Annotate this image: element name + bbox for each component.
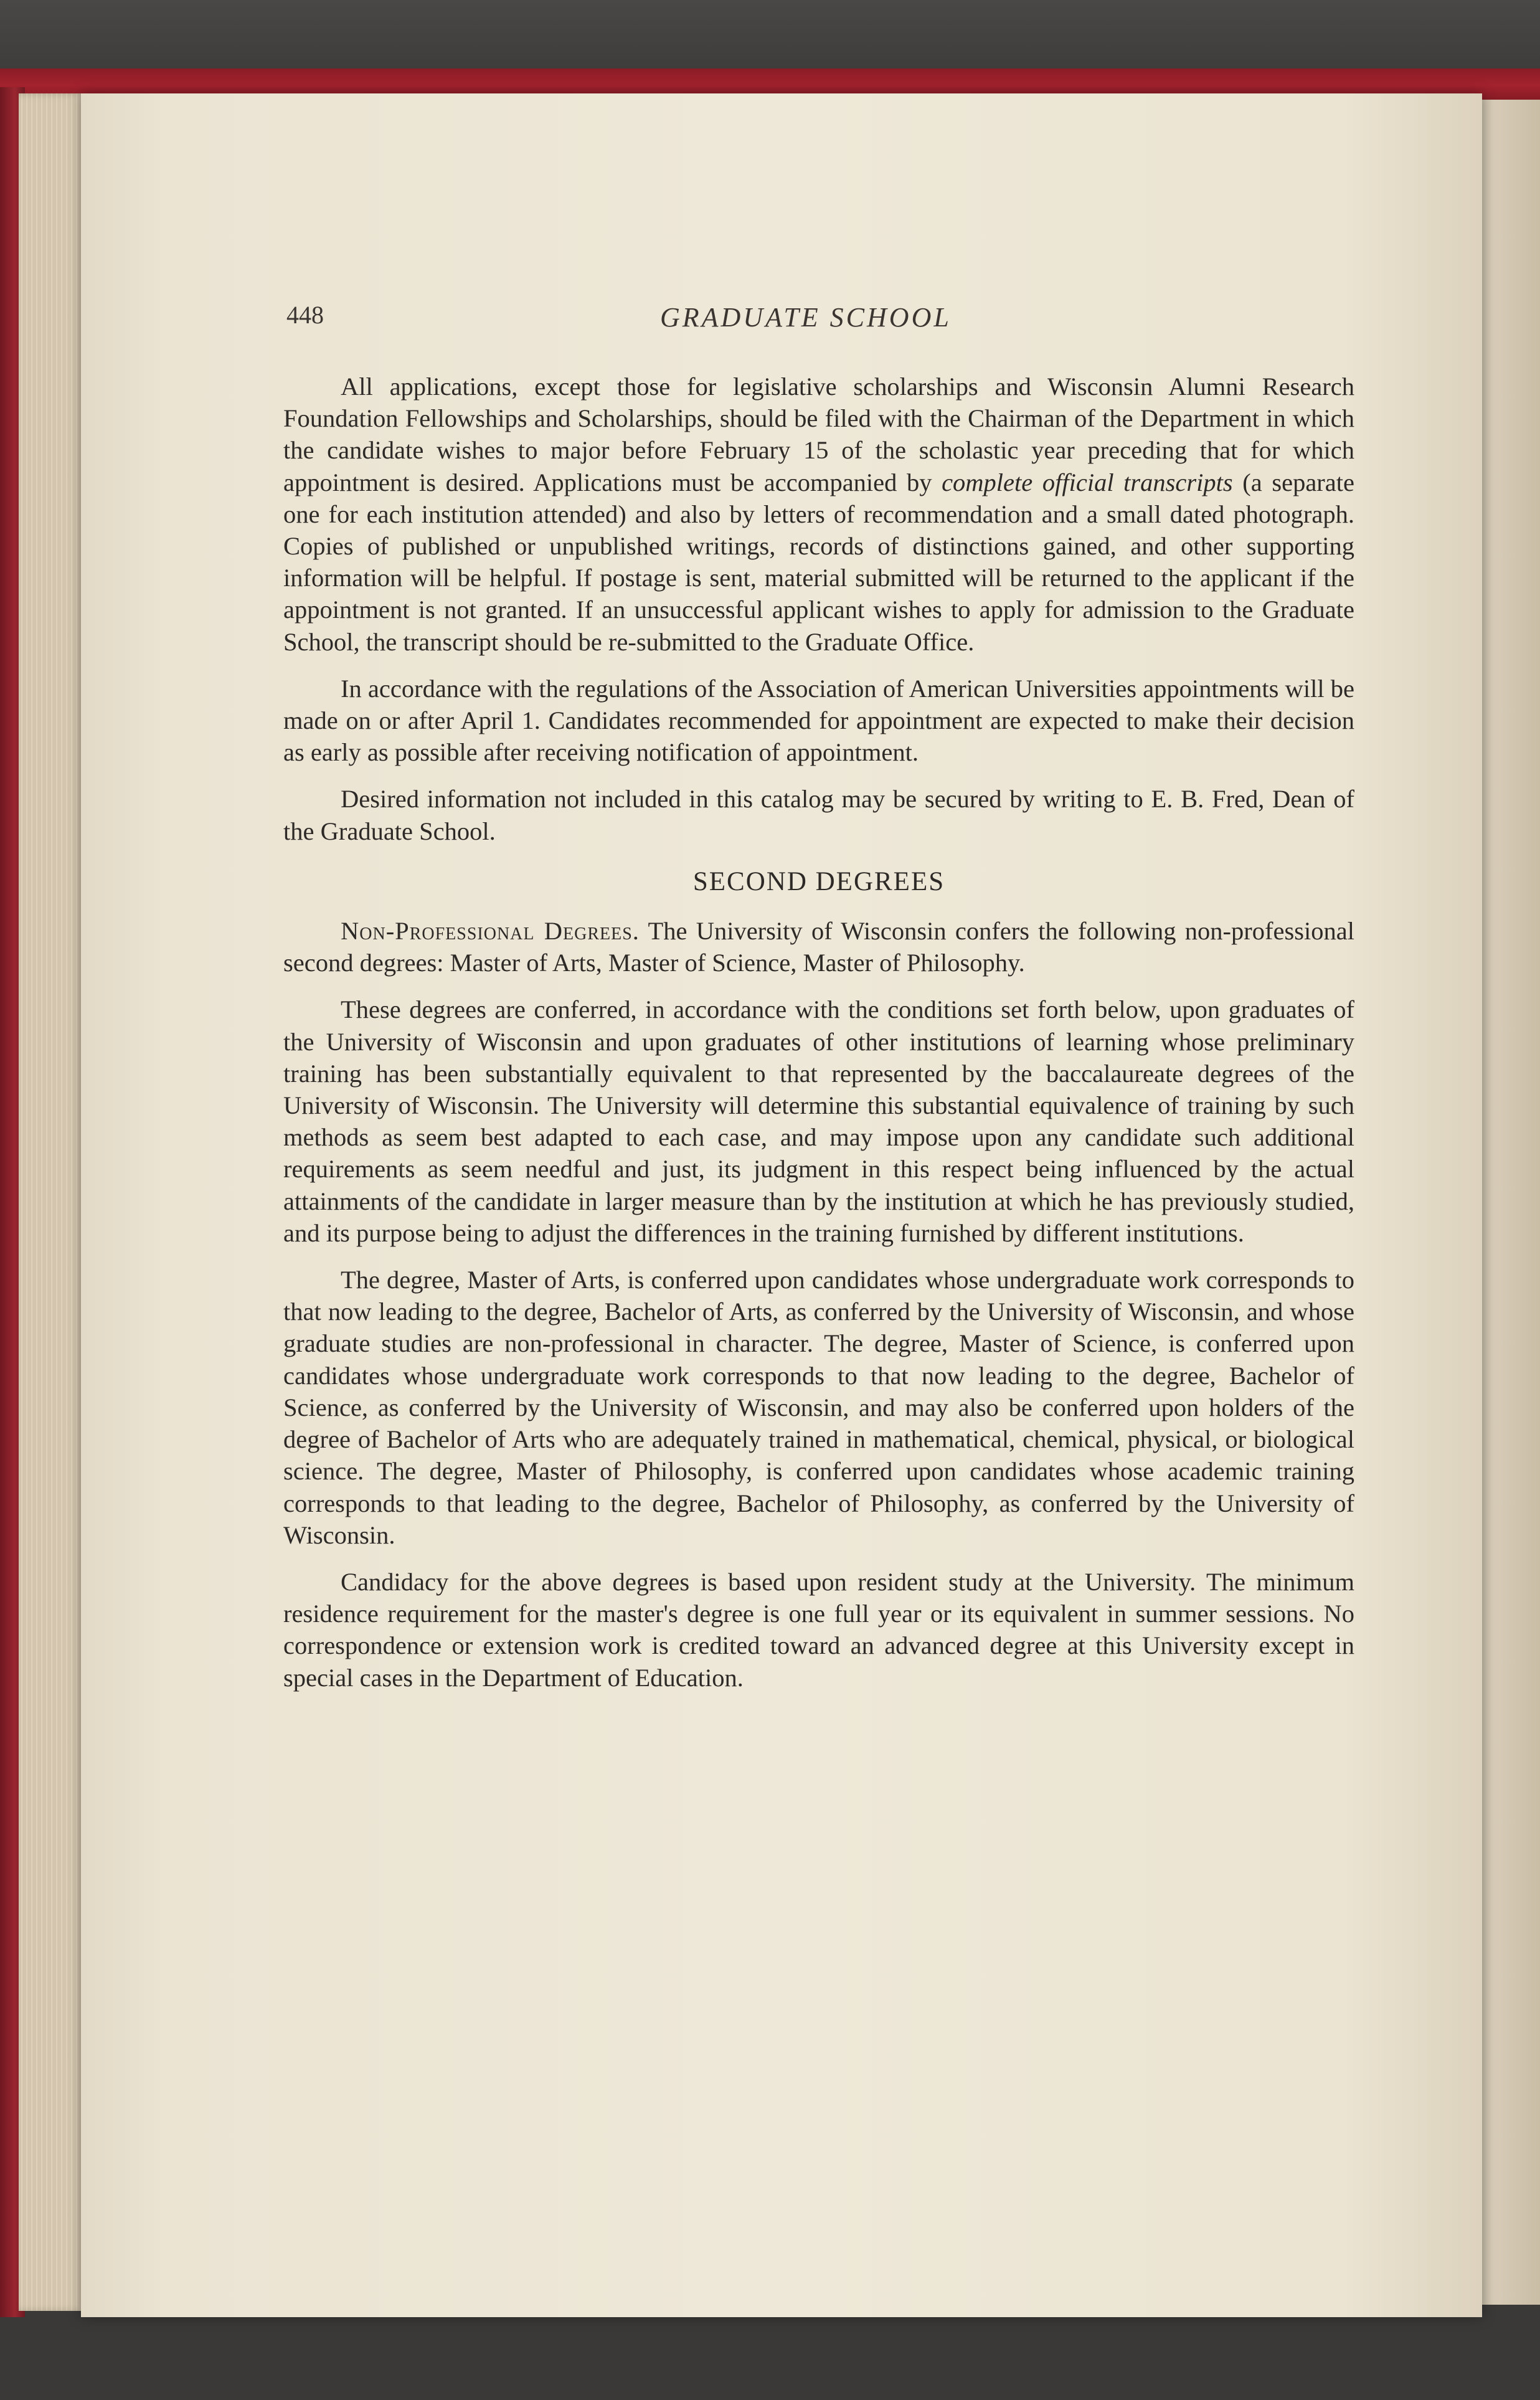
running-title: GRADUATE SCHOOL: [660, 302, 952, 333]
paragraph-degree-definitions: The degree, Master of Arts, is conferred upon candidates whose undergraduate work corresponds to that now leading to the degree, Bachelor of Arts, as conferred by the University of Wisconsin, and whose graduate studies are non-professional in character. The degree, Master of Science, is conferred upon candidates whose undergraduate work corresponds to that now leading to the degree, Bachelor of Science, as conferred by the University of Wisconsin, and may also be conferred upon holders of the degree of Bachelor of Arts who are adequately trained in mathematical, chemical, physical, or biological science. The degree, Master of Philosophy, is conferred upon candidates whose academic training corresponds to that leading to the degree, Bachelor of Philosophy, as conferred by the University of Wisconsin.: [283, 1266, 1354, 1549]
emphasis-transcripts: complete official transcripts: [942, 468, 1233, 496]
paragraph-non-professional: Non-Professional Degrees. The University of Wisconsin confers the following non-professional second degrees: Master of Arts, Master of Science, Master of Philosophy.: [283, 917, 1354, 977]
body-text: [283, 371, 1354, 1709]
run-in-heading: Non-Professional Degrees.: [341, 917, 640, 946]
page-stack-left: [19, 93, 87, 2311]
running-head: [286, 300, 1358, 338]
section-heading: SECOND DEGREES: [692, 866, 945, 896]
paragraph-regulations: In accordance with the regulations of the Association of American Universities appointments will be made on or after April 1. Candidates recommended for appointment are expected to make their decision as early as possible after receiving notification of appointment.: [283, 674, 1354, 767]
paragraph-equivalence: These degrees are conferred, in accordance with the conditions set forth below, upon graduates of the University of Wisconsin and upon graduates of other institutions of learning whose preliminary training has been substantially equivalent to that represented by the baccalaureate degrees of the University of Wisconsin. The University will determine this substantial equivalence of training by such methods as seem best adapted to each case, and may impose upon any candidate such additional requirements as seem needful and just, its judgment in this respect being influenced by the actual attainments of the candidate in larger measure than by the institution at which he has previously studied, and its purpose being to adjust the differences in the training furnished by different institutions.: [283, 995, 1354, 1247]
paragraph-candidacy: Candidacy for the above degrees is based upon resident study at the University. The minimum residence requirement for the master's degree is one full year or its equivalent in summer sessions. No correspondence or extension work is credited toward an advanced degree at this University except in special cases in the Department of Education.: [283, 1567, 1354, 1692]
page-number: 448: [286, 301, 324, 329]
paragraph-applications: All applications, except those for legislative scholarships and Wisconsin Alumni Research Foundation Fellowships and Scholarships, should be filed with the Chairman of the Department in which the candidate wishes to major before February 15 of the scholastic year preceding that for which appointment is desired. Applications must be accompanied by complete official transcripts (a separate one for each institution attended) and also by letters of recommendation and a small dated photograph. Copies of published or unpublished writings, records of distinctions gained, and other supporting information will be helpful. If postage is sent, material submitted will be returned to the applicant if the appointment is not granted. If an unsuccessful applicant wishes to apply for admission to the Graduate School, the transcript should be re-submitted to the Graduate Office.: [283, 372, 1354, 656]
paragraph-information: Desired information not included in this catalog may be secured by writing to E. B. Fred, Dean of the Graduate School.: [283, 785, 1354, 845]
facing-page-edge: [1473, 100, 1540, 2305]
